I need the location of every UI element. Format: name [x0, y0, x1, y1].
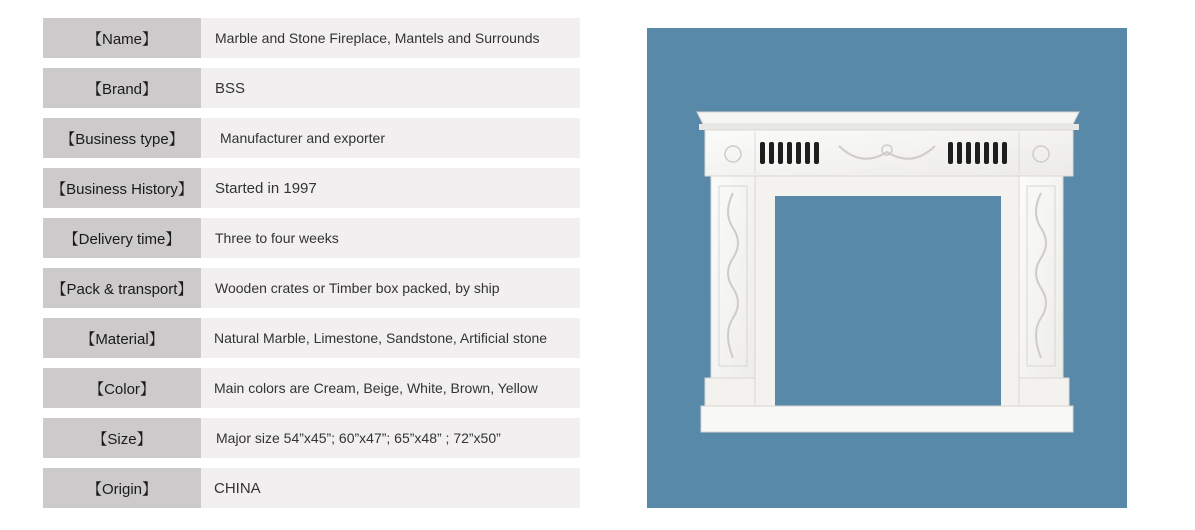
- spec-value: Started in 1997: [201, 168, 580, 208]
- spec-label: 【Pack & transport】: [43, 268, 201, 308]
- spec-label: 【Business type】: [43, 118, 201, 158]
- spec-row-pack-transport: [43, 268, 580, 308]
- spec-value: BSS: [201, 68, 580, 108]
- spec-value: Major size 54”x45”; 60”x47”; 65”x48” ; 72”x50”: [201, 418, 580, 458]
- spec-value: Marble and Stone Fireplace, Mantels and Surrounds: [201, 18, 580, 58]
- spec-row-business-history: [43, 168, 580, 208]
- spec-value: Natural Marble, Limestone, Sandstone, Artificial stone: [201, 318, 580, 358]
- spec-value: Main colors are Cream, Beige, White, Brown, Yellow: [201, 368, 580, 408]
- spec-value: CHINA: [201, 468, 580, 508]
- spec-row-delivery-time: [43, 218, 580, 258]
- spec-label: 【Business History】: [43, 168, 201, 208]
- spec-row-material: [43, 318, 580, 358]
- spec-value: Manufacturer and exporter: [201, 118, 580, 158]
- spec-label: 【Delivery time】: [43, 218, 201, 258]
- spec-label: 【Color】: [43, 368, 201, 408]
- spec-row-origin: [43, 468, 580, 508]
- spec-row-business-type: [43, 118, 580, 158]
- spec-value: Three to four weeks: [201, 218, 580, 258]
- spec-label: 【Material】: [43, 318, 201, 358]
- product-photo: [647, 28, 1127, 508]
- spec-row-brand: [43, 68, 580, 108]
- spec-value: Wooden crates or Timber box packed, by ship: [201, 268, 580, 308]
- fireplace-mantel-icon: [647, 28, 1127, 508]
- spec-row-size: [43, 418, 580, 458]
- spec-label: 【Origin】: [43, 468, 201, 508]
- spec-label: 【Brand】: [43, 68, 201, 108]
- spec-row-color: [43, 368, 580, 408]
- spec-label: 【Size】: [43, 418, 201, 458]
- spec-table: [43, 18, 580, 518]
- spec-row-name: [43, 18, 580, 58]
- spec-label: 【Name】: [43, 18, 201, 58]
